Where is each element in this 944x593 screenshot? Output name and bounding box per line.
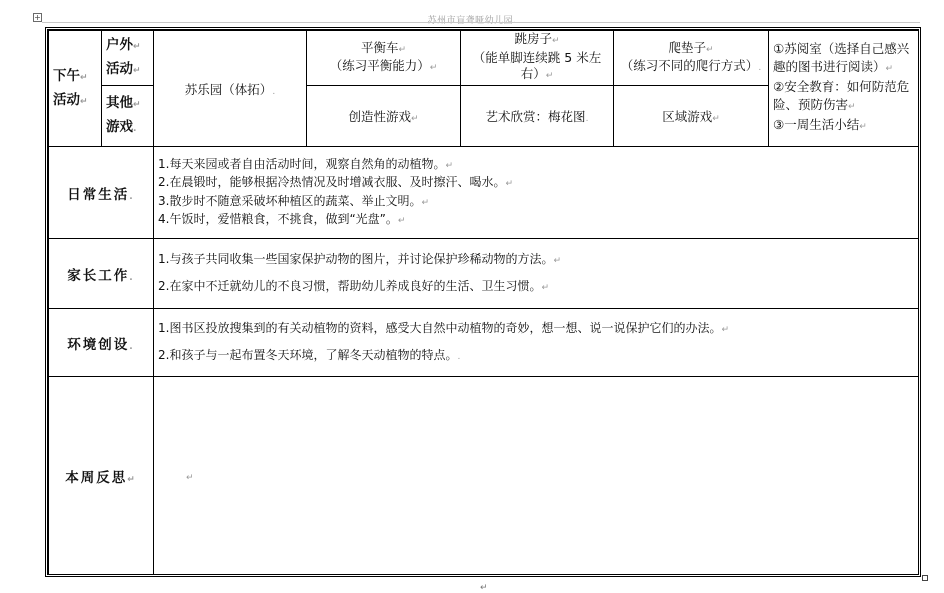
afternoon-activities-label: 下午↵ 活动↵ <box>49 31 102 147</box>
header-divider <box>42 22 920 23</box>
other-item-creative-game: 创造性游戏↵ <box>307 86 461 147</box>
paragraph-mark: ↵ <box>480 583 488 593</box>
table-resize-handle[interactable] <box>922 575 928 581</box>
list-item: 2.和孩子与一起布置冬天环境，了解冬天动植物的特点。. <box>158 347 461 362</box>
environment-label: 环境创设. <box>49 309 154 377</box>
list-item: 1.每天来园或者自由活动时间，观察自然角的动植物。↵ <box>158 156 453 171</box>
list-item: 4.午饭时，爱惜粮食，不挑食，做到“光盘”。↵ <box>158 212 406 226</box>
daily-life-content <box>154 147 919 239</box>
other-games-label: 其他↵ 游戏. <box>102 86 154 147</box>
list-item: 2.在家中不迁就幼儿的不良习惯，帮助幼儿养成良好的生活、卫生习惯。↵ <box>158 278 549 293</box>
weekly-reflection-label: 本周反思↵ <box>49 377 154 575</box>
list-item: 2.在晨锻时，能够根据冷热情况及时增减衣服、及时擦汗、喝水。↵ <box>158 175 513 189</box>
list-item: 1.图书区投放搜集到的有关动植物的资料，感受大自然中动植物的奇妙，想一想、说一说保护它们的办法。↵ <box>158 320 730 335</box>
outdoor-item-crawling-mat: 爬垫子↵ （练习不同的爬行方式）. <box>614 31 769 86</box>
outdoor-activities-label: 户外↵ 活动↵ <box>102 31 154 86</box>
parent-work-label: 家长工作. <box>49 239 154 309</box>
list-item: 3.散步时不随意采破坏种植区的蔬菜、举止文明。↵ <box>158 193 429 208</box>
table-move-handle[interactable]: + <box>34 13 41 22</box>
weekly-plan-table <box>48 30 919 575</box>
environment-content <box>154 309 919 377</box>
outdoor-item-hopscotch: 跳房子↵ （能单脚连续跳 5 米左右）↵ <box>461 31 614 86</box>
other-item-area-game: 区域游戏↵ <box>614 86 769 147</box>
weekly-reflection-content[interactable]: ↵ <box>154 377 919 575</box>
list-item: 1.与孩子共同收集一些国家保护动物的图片，并讨论保护珍稀动物的方法。↵ <box>158 251 561 266</box>
parent-work-content <box>154 239 919 309</box>
daily-life-label: 日常生活. <box>49 147 154 239</box>
other-item-art-appreciation: 艺术欣赏：梅花图. <box>461 86 614 147</box>
afternoon-notes-cell: ①苏阅室（选择自己感兴趣的图书进行阅读）↵ ②安全教育：如何防范危险、预防伤害↵ ③一周生活小结↵ <box>769 31 919 147</box>
page-header: 苏州市盲聋哑幼儿园. <box>427 16 517 26</box>
outdoor-item-balance-bike: 平衡车↵ （练习平衡能力）↵ <box>307 31 461 86</box>
park-activity-cell: 苏乐园（体拓）. <box>154 31 307 147</box>
